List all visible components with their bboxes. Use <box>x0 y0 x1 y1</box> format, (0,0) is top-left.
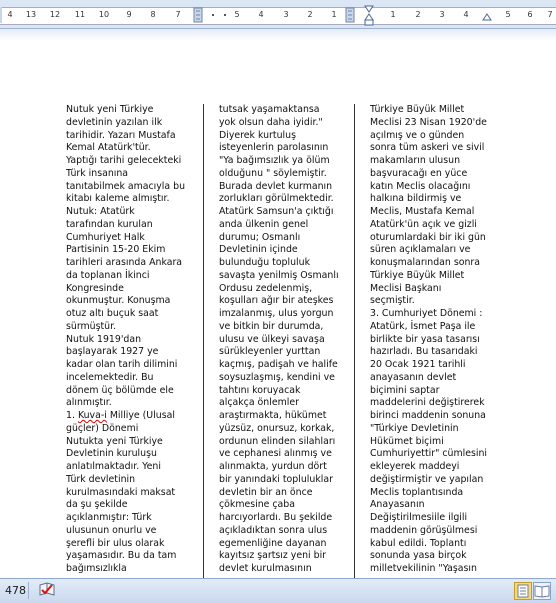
text-line: Türk devletinin <box>66 473 136 485</box>
spelling-error-mark[interactable]: Kuva-i <box>77 410 107 421</box>
text-line: da toplanan İkinci <box>66 269 150 281</box>
text-line: kabul edildi. Toplantı <box>370 537 467 549</box>
text-line: makamların ulusun <box>370 155 461 166</box>
ruler-margin-left <box>0 7 2 23</box>
text-line: Atatürk Samsun'a çıktığı <box>219 206 334 217</box>
text-column-2[interactable] <box>219 104 345 578</box>
ruler-tick: 9 <box>126 10 132 19</box>
text-line: isteyenlerin parolasının <box>219 142 329 154</box>
ruler-tick: 2 <box>307 10 313 19</box>
text-line: sonra tüm askeri ve sivil <box>370 142 485 154</box>
text-line: bağımsızlıkla <box>66 563 127 574</box>
text-line: Cumhuriyettir" cümlesini <box>370 448 488 460</box>
text-line: Kongresinde <box>66 282 124 294</box>
text-line: halkına bildirmiş ve <box>370 193 462 205</box>
text-line: 1. Kuva-i Milliye (Ulusal <box>66 410 175 421</box>
ruler-tick: 4 <box>7 10 13 19</box>
text-line: Atatürk, İsmet Paşa ile <box>370 320 476 332</box>
text-line: dönem üç bölümde ele <box>66 384 174 396</box>
column-marker-icon[interactable] <box>193 5 203 25</box>
text-line: Yaptığı tarihi gelecekteki <box>66 155 182 166</box>
text-line: alınmakta, yurdun dört <box>219 461 327 472</box>
text-line: kurulmasındaki maksat <box>66 486 176 498</box>
ruler-dot <box>212 14 214 16</box>
text-line: Nutuk 1919'dan <box>66 333 142 345</box>
text-line: Kemal Atatürk'tür. <box>66 142 151 154</box>
text-line: okunmuştur. Konuşma <box>66 295 171 307</box>
text-line: bulunduğu topluluk <box>219 257 311 268</box>
text-line: devletin bir an önce <box>219 486 313 498</box>
ruler-tick: 3 <box>283 10 289 19</box>
text-line: maddenin görüşülmesi <box>370 524 478 536</box>
text-line: oturumlardaki bir iki gün <box>370 231 486 243</box>
text-line: süren açıklamaları ve <box>370 244 471 256</box>
text-line: Türk insanına <box>66 167 129 179</box>
text-column-3[interactable] <box>370 104 510 578</box>
ruler-tick: 7 <box>547 10 553 19</box>
text-line: hazırladı. Bu tasarıdaki <box>370 346 478 358</box>
text-line: sürükleyenler yurttan <box>219 346 321 358</box>
text-line: bir yanındaki topluluklar <box>219 473 333 485</box>
text-line: Cumhuriyet Halk <box>66 231 145 243</box>
text-line: Devletinin kuruluşu <box>66 448 157 460</box>
text-line: katın Meclis olacağını <box>370 180 471 192</box>
text-line: "Türkiye Devletinin <box>370 422 459 434</box>
text-line: anlatılmaktadır. Yeni <box>66 461 161 472</box>
text-line: olduğunu " söylemiştir. <box>219 167 327 179</box>
text-line: Devletinin içinde <box>219 244 298 256</box>
ruler-tick: 12 <box>49 10 61 19</box>
text-line: tarafından kurulan <box>66 218 153 230</box>
text-line: tahtını koruyacak <box>219 384 301 396</box>
text-line: Diyerek kurtuluş <box>219 129 296 141</box>
text-line: Türkiye Büyük Millet <box>370 269 465 281</box>
ruler-tick: 1 <box>390 10 396 19</box>
text-line: da şu şekilde <box>66 499 128 511</box>
text-line: birinci maddenin sonuna <box>370 410 486 421</box>
text-line: kayıtsız şartsız yeni bir <box>219 550 327 562</box>
ruler-tick: 2 <box>415 10 421 19</box>
text-line: egemenliğine dayanan <box>219 537 327 549</box>
page-top-shadow <box>0 29 556 41</box>
text-line: 3. Cumhuriyet Dönemi : <box>370 308 483 319</box>
text-line: ulusunun onurlu ve <box>66 524 157 536</box>
text-line: araştırmakta, hükümet <box>219 410 327 421</box>
text-line: ve cephanesi alınmış ve <box>219 448 332 460</box>
ruler-tick: 11 <box>74 10 86 19</box>
text-line: Türkiye Büyük Millet <box>370 104 465 115</box>
text-line: kadar olan tarih dilimini <box>66 359 178 370</box>
ruler-tick: 5 <box>505 10 511 19</box>
text-line: tarihidir. Yazarı Mustafa <box>66 129 176 141</box>
ruler-tick: 6 <box>527 10 533 19</box>
text-line: sürmüştür. <box>66 320 117 332</box>
text-line: başvuracağı en yüce <box>370 167 468 179</box>
column-separator <box>203 104 204 578</box>
text-line: devlet kurulmasının <box>219 563 312 574</box>
text-line: kitabı kaleme almıştır. <box>66 193 170 205</box>
text-line: savaşta yenilmiş Osmanlı <box>219 269 339 281</box>
text-line: güçler) Dönemi <box>66 422 139 434</box>
horizontal-ruler[interactable] <box>0 0 556 29</box>
text-line: Değiştirilmesiile ilgili <box>370 512 468 523</box>
text-line: açıkladıktan sonra ulus <box>219 524 328 536</box>
text-line: ve bitkin bir durumda, <box>219 320 324 332</box>
text-line: sonunda yasa birçok <box>370 550 467 562</box>
ruler-tick: 8 <box>150 10 156 19</box>
text-line: Ordusu zedelenmiş, <box>219 282 313 294</box>
text-line: tarihleri arasında Ankara <box>66 257 183 268</box>
text-line: başlayarak 1927 ye <box>66 346 159 358</box>
text-line: Meclis, Mustafa Kemal <box>370 206 475 217</box>
status-bar <box>0 578 556 603</box>
text-line: soysuzlaşmış, kendini ve <box>219 371 335 383</box>
ruler-tick: 3 <box>439 10 445 19</box>
text-line: 20 Ocak 1921 tarihli <box>370 359 466 370</box>
text-line: alçakça önlemler <box>219 397 299 409</box>
page-count[interactable]: 478 <box>5 584 26 597</box>
text-line: ekleyerek maddeyi <box>370 461 460 472</box>
text-line: Anayasanın <box>370 499 425 511</box>
text-line: yüzsüz, onursuz, korkak, <box>219 422 335 434</box>
text-line: yok olsun daha iyidir." <box>219 116 323 128</box>
text-line: harcıyorlardı. Bu şekilde <box>219 512 333 523</box>
ruler-tick: 4 <box>258 10 264 19</box>
text-line: durumu; Osmanlı <box>219 231 301 243</box>
text-line: açıklanmıştır: Türk <box>66 512 152 523</box>
text-line: tanıtabilmek amacıyla bu <box>66 180 186 192</box>
text-line: Partisinin 15-20 Ekim <box>66 244 166 256</box>
text-line: zorlukları görülmektedir. <box>219 193 334 205</box>
text-line: seçmiştir. <box>370 295 415 307</box>
text-line: incelemektedir. Bu <box>66 371 154 383</box>
text-line: yaşamasıdır. Bu da tam <box>66 550 177 562</box>
status-separator <box>28 582 29 599</box>
text-line: Atatürk'ün açık ve gizli <box>370 218 477 230</box>
text-line: çökmesine çaba <box>219 499 295 511</box>
text-line: milletvekilinin "Yaşasın <box>370 563 477 574</box>
text-line: şerefli bir ulus olarak <box>66 537 165 549</box>
text-line: Nutuk yeni Türkiye <box>66 104 154 115</box>
text-line: Nutuk: Atatürk <box>66 206 135 217</box>
text-line: Burada devlet kurmanın <box>219 180 333 192</box>
text-line: anda ülkenin genel <box>219 218 309 230</box>
ruler-tick: 4 <box>463 10 469 19</box>
text-line: ordunun elinden silahları <box>219 435 336 447</box>
text-line: koşulları ağır bir ateşkes <box>219 295 334 307</box>
text-line: tutsak yaşamaktansa <box>219 104 320 115</box>
text-line: konuşmalarından sonra <box>370 257 481 268</box>
column-marker-icon[interactable] <box>345 5 355 25</box>
text-line: açılmış ve o günden <box>370 129 465 141</box>
text-line: Nutukta yeni Türkiye <box>66 435 163 447</box>
text-line: anayasanın devlet <box>370 371 457 383</box>
text-line: Meclisi Başkanı <box>370 282 442 294</box>
full-screen-reading-icon[interactable] <box>533 582 551 600</box>
spellcheck-book-icon[interactable] <box>38 581 56 599</box>
ruler-dot <box>224 14 226 16</box>
text-line: otuz altı buçuk saat <box>66 308 159 319</box>
ruler-tick: 13 <box>25 10 37 19</box>
text-line: Meclisi 23 Nisan 1920'de <box>370 116 487 128</box>
text-line: değiştirmiştir ve yapılan <box>370 473 484 485</box>
text-line: biçimini saptar <box>370 384 440 396</box>
text-line: kaçmış, padişah ve halife <box>219 359 338 370</box>
text-line: alınmıştır. <box>66 397 112 409</box>
ruler-tick: 5 <box>234 10 240 19</box>
right-indent-marker-icon[interactable] <box>482 5 492 25</box>
text-line: Hükümet biçimi <box>370 435 444 447</box>
ruler-tick: 10 <box>98 10 110 19</box>
text-line: Meclis toplantısında <box>370 486 464 498</box>
ruler-tick: 1 <box>331 10 337 19</box>
print-layout-icon[interactable] <box>514 582 532 600</box>
text-line: "Ya bağımsızlık ya ölüm <box>219 155 330 166</box>
text-line: birlikte bir yasa tasarısı <box>370 333 480 345</box>
text-line: ulusu ve ülkeyi savaşa <box>219 333 325 345</box>
indent-marker-icon[interactable] <box>364 5 374 25</box>
ruler-tick: 7 <box>175 10 181 19</box>
text-line: maddelerini değiştirerek <box>370 397 485 409</box>
text-column-1[interactable] <box>66 104 194 578</box>
text-line: imzalanmış, ulus yorgun <box>219 308 334 319</box>
column-separator <box>354 104 355 578</box>
text-line: devletinin yazılan ilk <box>66 116 163 128</box>
